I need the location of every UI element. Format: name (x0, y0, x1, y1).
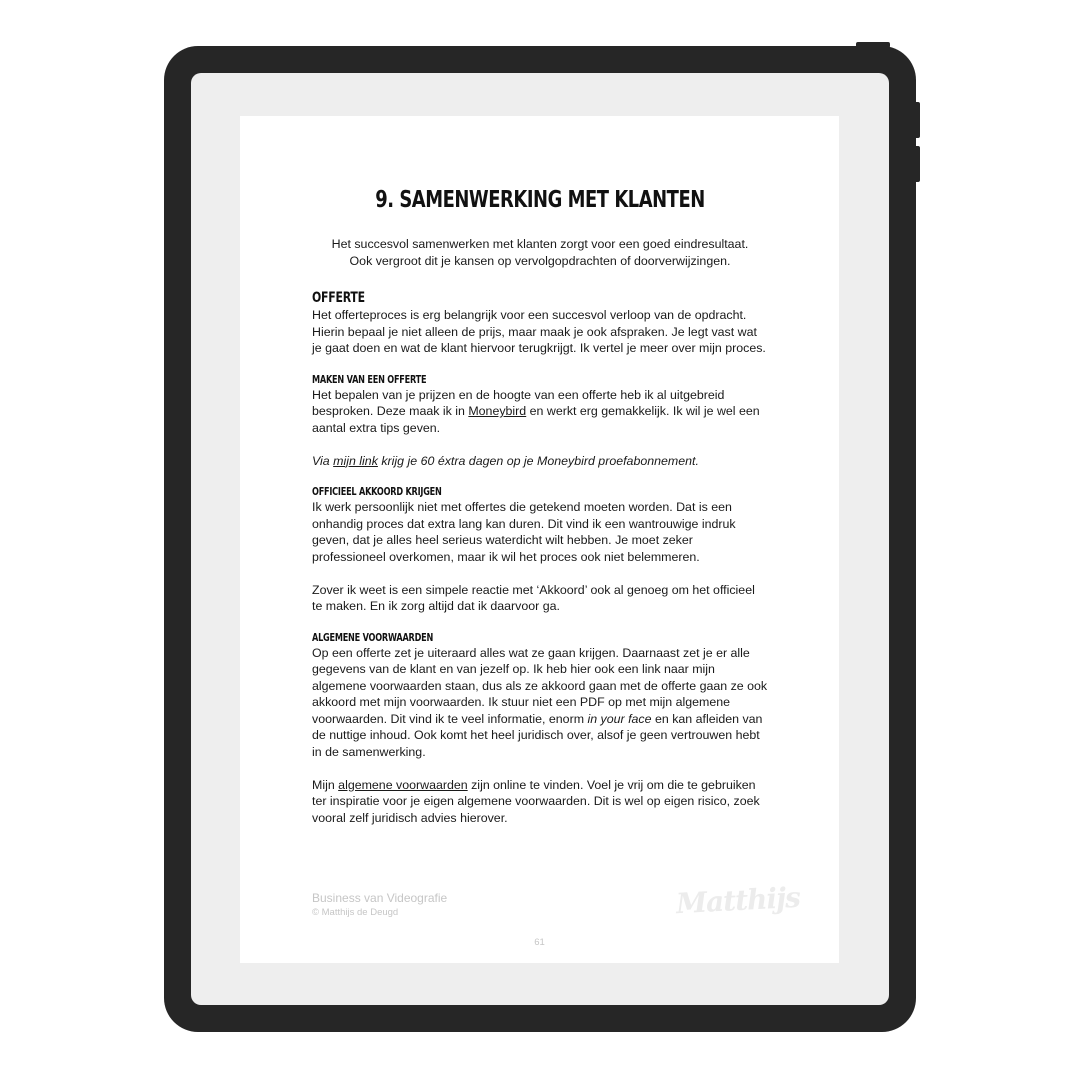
akkoord-paragraph-1: Ik werk persoonlijk niet met offertes die getekend moeten worden. Dat is een onhandig proces dat extra lang kan duren. Dit vind ik een wantrouwige indruk geven, dat je alles heel serieus waterdicht wilt hebben. Je moet zeker professioneel overkomen, maar ik wil het proces ook niet belemmeren. (312, 500, 736, 564)
page-number: 61 (534, 937, 545, 948)
heading-maken-offerte: MAKEN VAN EEN OFFERTE (312, 372, 427, 386)
note-text-1: Via (312, 453, 334, 468)
heading-algemene-voorwaarden: ALGEMENE VOORWAARDEN (312, 630, 434, 644)
matthijs-logo: Matthijs (675, 880, 801, 921)
voorwaarden-text-4: zijn online te vinden. Voel je vrij om die te gebruiken ter inspiratie voor je eigen algemene voorwaarden. Dit is wel op eigen risico, zoek vooral zelf juridisch advies hierover. (312, 777, 760, 825)
intro-line-1: Het succesvol samenwerken met klanten zorgt voor een goed eindresultaat. (331, 237, 749, 251)
maken-text-2: en werkt erg gemakkelijk. Ik wil je wel een aantal extra tips geven. (312, 404, 760, 435)
voorwaarden-text-3: Mijn (312, 777, 339, 792)
footer-copyright: © Matthijs de Deugd (312, 907, 399, 918)
heading-offerte: OFFERTE (312, 290, 365, 306)
chapter-title: 9. SAMENWERKING MET KLANTEN (375, 187, 705, 213)
page-footer (312, 890, 447, 919)
voorwaarden-text-1: Op een offerte zet je uiteraard alles wat ze gaan krijgen. Daarnaast zet je er alle gegevens van de klant en van jezelf op. Ik heb hier ook een link naar mijn algemene voorwaarden staan, dus als ze akkoord gaan met de offerte gaan ze ook akkoord met mijn voorwaarden. Ik stuur niet een PDF op met mijn algemene voorwaarden. Dit vind ik te veel informatie, enorm (312, 645, 768, 726)
voorwaarden-text-2: en kan afleiden van de nuttige inhoud. Ook komt het heel juridisch over, alsof je geen vertrouwen hebt in de samenwerking. (312, 711, 763, 759)
moneybird-link[interactable]: Moneybird (468, 404, 527, 418)
maken-text-1: Het bepalen van je prijzen en de hoogte van een offerte heb ik al uitgebreid besproken. Deze maak ik in (312, 387, 725, 418)
maken-offerte-paragraph (312, 387, 768, 437)
mijn-link[interactable]: mijn link (333, 453, 378, 468)
offerte-paragraph: Het offerteproces is erg belangrijk voor een succesvol verloop van de opdracht. Hierin bepaal je niet alleen de prijs, maar maak je ook afspraken. Je legt vast wat je gaat doen en wat de klant hiervoor terugkrijgt. Ik vertel je meer over mijn proces. (312, 308, 766, 355)
note-text-2: krijg je 60 éxtra dagen op je Moneybird proefabonnement. (377, 453, 699, 468)
heading-officieel-akkoord: OFFICIEEL AKKOORD KRIJGEN (312, 485, 442, 498)
ebook-page (240, 116, 839, 963)
page-content (312, 184, 768, 826)
moneybird-note (312, 453, 768, 470)
voorwaarden-paragraph-1 (312, 645, 768, 761)
intro-line-2: Ook vergroot dit je kansen op vervolgopdrachten of doorverwijzingen. (349, 253, 731, 268)
akkoord-paragraph-2: Zover ik weet is een simpele reactie met ‘Akkoord’ ook al genoeg om het officieel te maken. En ik zorg altijd dat ik daarvoor ga. (312, 582, 755, 613)
footer-book-title: Business van Videografie (312, 891, 448, 905)
algemene-voorwaarden-link[interactable]: algemene voorwaarden (338, 777, 468, 792)
voorwaarden-paragraph-2 (312, 777, 768, 827)
tablet-screen (191, 73, 889, 1005)
chapter-intro (312, 236, 768, 269)
voorwaarden-italic: in your face (587, 711, 652, 726)
